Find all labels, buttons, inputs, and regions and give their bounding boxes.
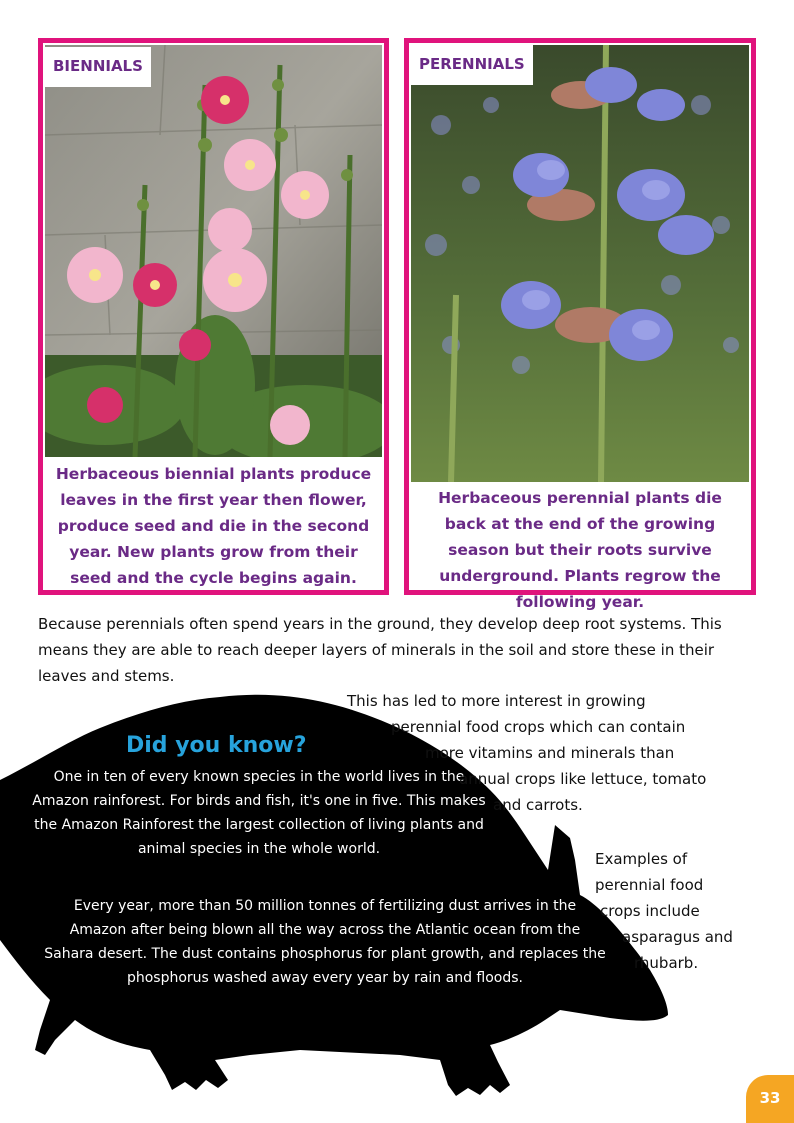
perennial-roots-paragraph: Because perennials often spend years in the ground, they develop deep root systems. This means they are able to reach deeper layers of minerals in the soil and store these in their leaves and stems. xyxy=(38,615,722,685)
perennials-label: PERENNIALS xyxy=(411,45,533,85)
perennials-caption: Herbaceous perennial plants die back at the end of the growing season but their roots survive underground. Plants regrow the following year. xyxy=(438,489,722,611)
interest-line: and carrots. xyxy=(493,796,583,814)
biennials-caption: Herbaceous biennial plants produce leaves in the first year then flower, produce seed and die in the second year. New plants grow from their seed and the cycle begins again. xyxy=(55,465,372,587)
examples-line: Examples of xyxy=(595,850,688,868)
page-number-badge: 33 xyxy=(746,1075,794,1123)
sahara-dust-fact: Every year, more than 50 million tonnes of fertilizing dust arrives in the Amazon after being blown all the way across the Atlantic ocean from the Sahara desert. The dust contains phosphorus for plant growth, and replaces the phosphorus washed away every year by rain and floods. xyxy=(44,898,606,986)
amazon-species-fact: One in ten of every known species in the world lives in the Amazon rainforest. For birds and fish, it's one in five. This makes the Amazon Rainforest the largest collection of living plants and animal species in the whole world. xyxy=(32,769,486,857)
examples-line: crops include xyxy=(600,902,700,920)
examples-line: perennial food xyxy=(595,876,704,894)
examples-line: rhubarb. xyxy=(634,954,699,972)
biennials-label: BIENNIALS xyxy=(45,47,151,87)
examples-line: asparagus and xyxy=(622,928,733,946)
interest-line: annual crops like lettuce, tomato xyxy=(459,770,707,788)
interest-line: perennial food crops which can contain xyxy=(391,718,686,736)
interest-line: more vitamins and minerals than xyxy=(425,744,675,762)
interest-line: This has led to more interest in growing xyxy=(347,692,646,710)
did-you-know-heading: Did you know? xyxy=(126,733,307,758)
